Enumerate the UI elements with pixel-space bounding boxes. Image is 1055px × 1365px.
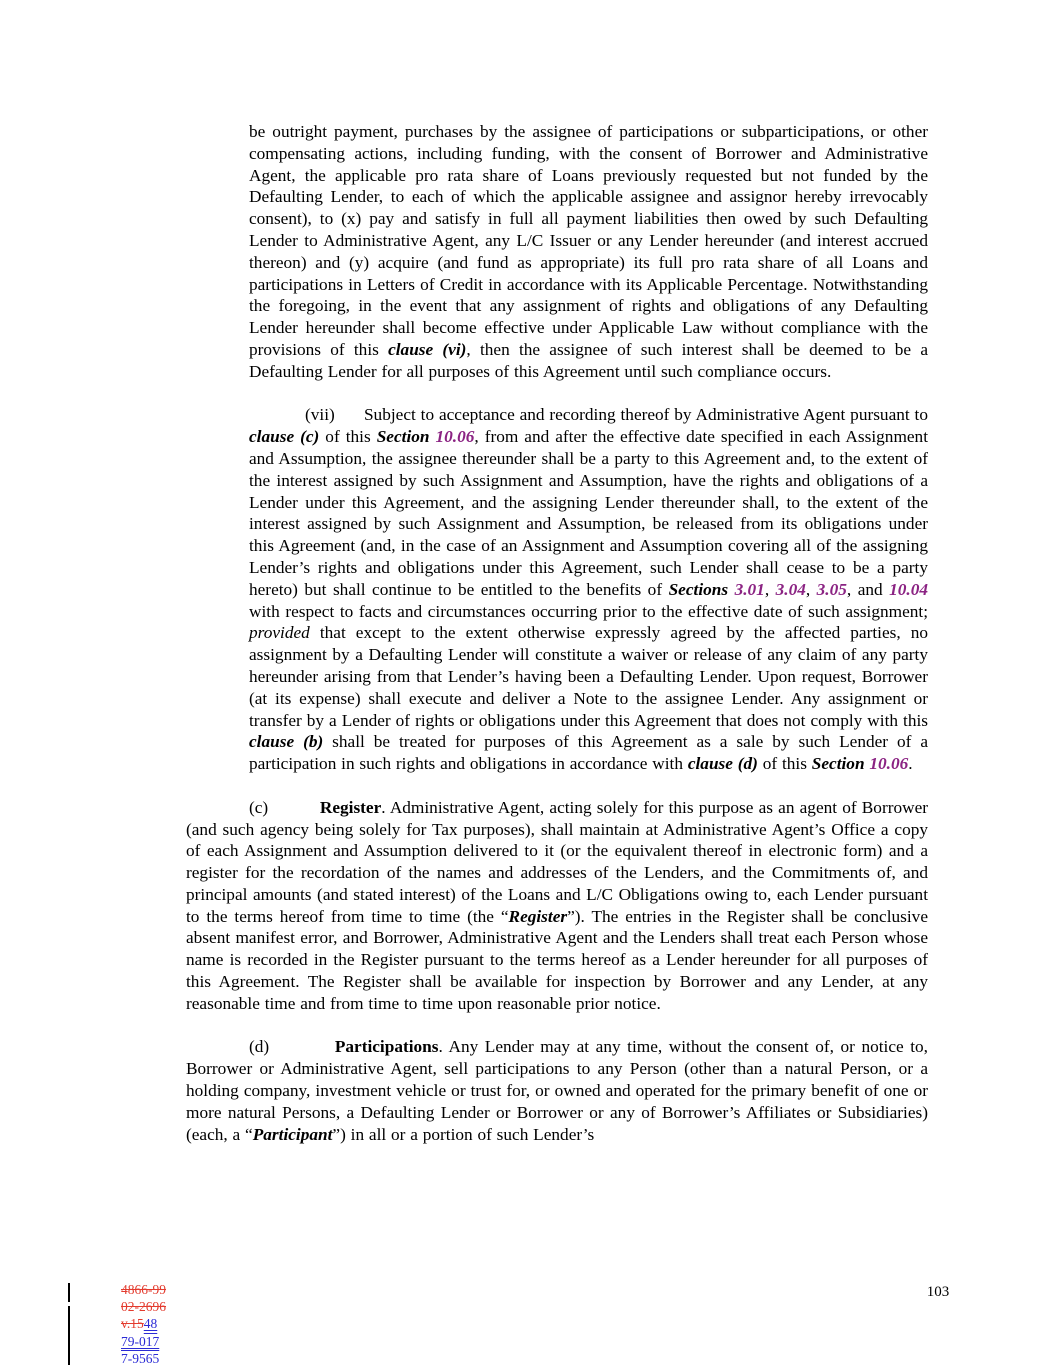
text-run: (vii) Subject to acceptance and recording thereof by Administrative Agent pursuant to bbox=[305, 405, 928, 425]
text-run: 79-017 bbox=[121, 1333, 160, 1349]
text-run: clause (b) bbox=[249, 732, 324, 752]
text-run: , bbox=[764, 579, 776, 599]
text-run: . Any Lender may at any time, without the consent of, or notice to, Borrower or Administrative Agent, sell participations to any Person (other than a natural Person, or a holding company, investment vehicle or trust for, or owned and operated for the primary benefit of one or more natural Persons, a Defaulting Lender or Borrower or any of Borrower’s Affiliates or Subsidiaries) (each, a “ bbox=[186, 1037, 928, 1144]
text-run: Register bbox=[319, 797, 382, 817]
text-run: Section bbox=[376, 427, 436, 447]
text-run: Register bbox=[508, 906, 568, 926]
revision-line bbox=[121, 1298, 241, 1315]
text-run: 3.05 bbox=[816, 579, 847, 599]
text-run: , and bbox=[846, 579, 890, 599]
text-run: v.15 bbox=[121, 1316, 144, 1332]
text-run: provided bbox=[249, 623, 310, 643]
paragraph-clause-c-register bbox=[186, 797, 928, 1015]
text-run: clause (vi) bbox=[388, 339, 467, 359]
text-run: (c) bbox=[249, 797, 320, 817]
text-run: Participant bbox=[252, 1124, 333, 1144]
text-run: 7-9565 bbox=[121, 1350, 160, 1365]
text-run: clause (d) bbox=[687, 754, 758, 774]
text-run: that except to the extent otherwise expressly agreed by the affected parties, no assignment by a Defaulting Lender will constitute a waiver or release of any claim of any party hereunder arising from that Lender’s having been a Defaulting Lender. Upon request, Borrower (at its expense) shall execute and deliver a Note to the assignee Lender. Any assignment or transfer by a Lender of rights or obligations under this Agreement that does not comply with this bbox=[249, 623, 928, 730]
change-bar bbox=[68, 1283, 70, 1302]
page-body bbox=[186, 121, 928, 1167]
text-run: ”) in all or a portion of such Lender’s bbox=[332, 1124, 595, 1144]
text-run: 48 bbox=[143, 1316, 158, 1332]
text-run: of this bbox=[757, 754, 812, 774]
revision-line bbox=[121, 1315, 241, 1332]
text-run: of this bbox=[319, 427, 377, 447]
text-run: . bbox=[908, 754, 913, 774]
text-run: , then the assignee of such interest shall be deemed to be a Defaulting Lender for all purposes of this Agreement until such compliance occurs. bbox=[249, 339, 928, 381]
text-run: Section bbox=[811, 754, 870, 774]
text-run: clause (c) bbox=[249, 427, 320, 447]
text-run: Sections bbox=[668, 579, 735, 599]
text-run: Participations bbox=[334, 1037, 439, 1057]
text-run: ”). The entries in the Register shall be conclusive absent manifest error, and Borrower, Administrative Agent and the Lenders shall treat each Person whose name is recorded in the Register pursuant to the terms hereof as a Lender hereunder for all purposes of this Agreement. The Register shall be available for inspection by Borrower and any Lender, at any reasonable time and from time to time upon reasonable prior notice. bbox=[186, 906, 928, 1013]
text-run: shall be treated for purposes of this Agreement as a sale by such Lender of a participation in such rights and obligations in accordance with bbox=[249, 732, 928, 774]
text-run: with respect to facts and circumstances occurring prior to the effective date of such assignment; bbox=[249, 601, 928, 621]
text-run: 4866-99 bbox=[121, 1282, 166, 1297]
text-run: 10.04 bbox=[889, 579, 929, 599]
paragraph-clause-vii bbox=[249, 404, 928, 775]
revision-line bbox=[121, 1281, 241, 1298]
revision-line bbox=[121, 1350, 241, 1365]
text-run: . Administrative Agent, acting solely for this purpose as an agent of Borrower (and such agency being solely for Tax purposes), shall maintain at Administrative Agent’s Office a copy of each Assignment and Assumption delivered to it (or the equivalent thereof in electronic form) and a register for the recordation of the names and addresses of the Lenders, and the Commitments of, and principal amounts (and stated interest) of the Loans and L/C Obligations owing to, each Lender pursuant to the terms hereof from time to time (the “ bbox=[186, 797, 929, 926]
text-run: 10.06 bbox=[435, 427, 475, 447]
change-bar bbox=[68, 1306, 70, 1365]
document-id-revision-stamp bbox=[121, 1281, 241, 1365]
text-run: 3.01 bbox=[734, 579, 765, 599]
paragraph-clause-vi-continuation bbox=[249, 121, 928, 383]
text-run: 3.04 bbox=[775, 579, 806, 599]
text-run: , bbox=[805, 579, 817, 599]
text-run: 10.06 bbox=[869, 754, 909, 774]
text-run: (d) bbox=[249, 1037, 335, 1057]
text-run: be outright payment, purchases by the assignee of participations or subparticipations, or other compensating actions, including funding, with the consent of Borrower and Administrative Agent, the applicable pro rata share of Loans previously requested but not funded by the Defaulting Lender, to each of which the applicable assignee and assignor hereby irrevocably consent), to (x) pay and satisfy in full all payment liabilities then owed by such Defaulting Lender to Administrative Agent, any L/C Issuer or any Lender hereunder (and interest accrued thereon) and (y) acquire (and fund as appropriate) its full pro rata share of all Loans and participations in Letters of Credit in accordance with its Applicable Percentage. Notwithstanding the foregoing, in the event that any assignment of rights and obligations of any Defaulting Lender hereunder shall become effective under Applicable Law without compliance with the provisions of this bbox=[249, 122, 928, 359]
text-run: 02-2696 bbox=[121, 1299, 166, 1315]
revision-line bbox=[121, 1333, 241, 1350]
text-run: , from and after the effective date specified in each Assignment and Assumption, the assignee thereunder shall be a party to this Agreement and, to the extent of the interest assigned by such Assignment and Assumption, have the rights and obligations of a Lender under this Agreement, and the assigning Lender thereunder shall, to the extent of the interest assigned by such Assignment and Assumption, be released from its obligations under this Agreement (and, in the case of an Assignment and Assumption covering all of the assigning Lender’s rights and obligations under this Agreement, such Lender shall cease to be a party hereto) but shall continue to be entitled to the benefits of bbox=[249, 427, 928, 599]
paragraph-clause-d-participations bbox=[186, 1036, 928, 1145]
page-number: 103 bbox=[926, 1284, 950, 1300]
